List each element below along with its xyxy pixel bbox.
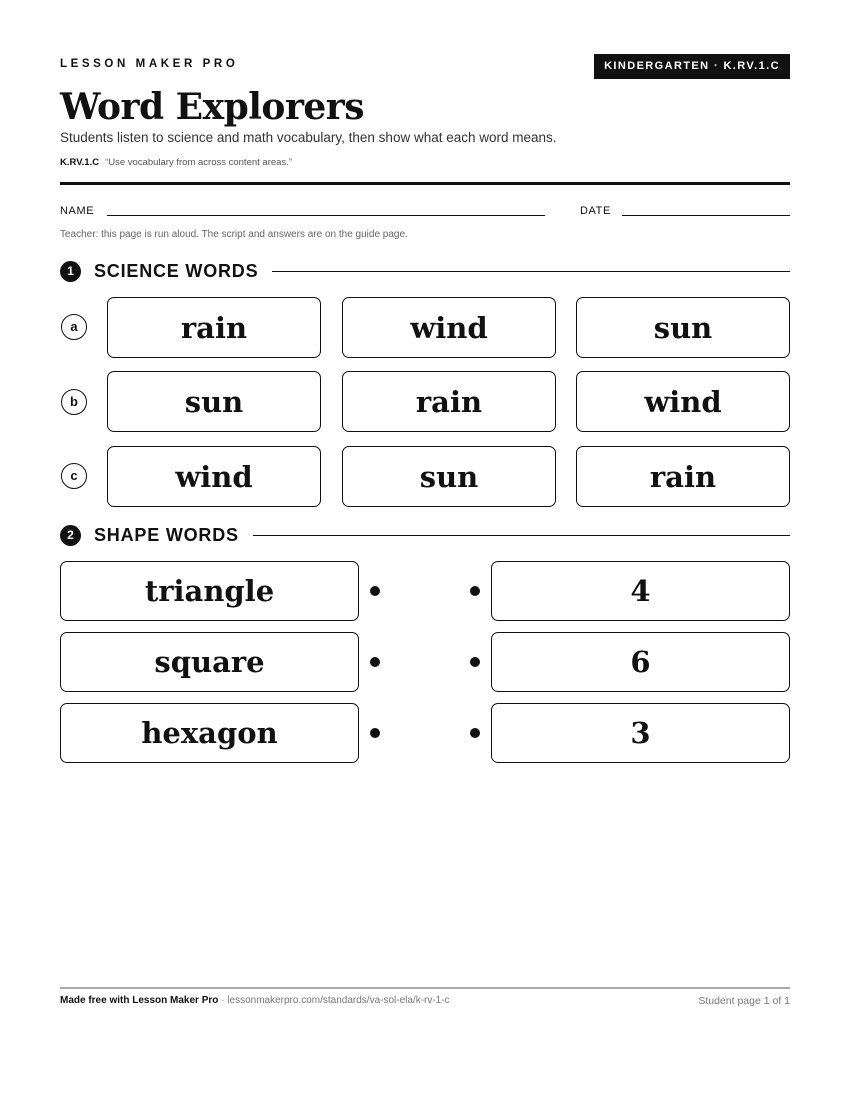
section-shape-words-header — [60, 525, 790, 546]
word-card[interactable]: rain — [342, 371, 556, 432]
name-label: NAME — [60, 205, 95, 217]
section-number-badge: 2 — [60, 525, 81, 546]
footer-credit — [60, 995, 450, 1006]
footer-page-number: Student page 1 of 1 — [698, 995, 790, 1007]
side-count-card[interactable]: 6 — [491, 632, 790, 692]
word-card[interactable]: rain — [576, 446, 790, 507]
side-count-card[interactable]: 4 — [491, 561, 790, 621]
worksheet-subtitle: Students listen to science and math vocabulary, then show what each word means. — [60, 130, 557, 145]
row-letter-c: c — [61, 463, 87, 489]
match-dot-left[interactable] — [370, 586, 380, 596]
word-card[interactable]: wind — [342, 297, 556, 358]
word-card[interactable]: rain — [107, 297, 321, 358]
standard-code: K.RV.1.C — [60, 157, 100, 168]
footer-url[interactable]: lessonmakerpro.com/standards/va-sol-ela/k-rv-1-c — [227, 995, 450, 1006]
word-card[interactable]: wind — [576, 371, 790, 432]
footer-made-by: Made free with Lesson Maker Pro — [60, 995, 219, 1006]
section-title: SHAPE WORDS — [94, 525, 239, 545]
row-letter-b: b — [61, 389, 87, 415]
match-dot-right[interactable] — [470, 728, 480, 738]
side-count-card[interactable]: 3 — [491, 703, 790, 763]
word-card[interactable]: wind — [107, 446, 321, 507]
footer-separator: · — [218, 995, 228, 1006]
match-dot-right[interactable] — [470, 586, 480, 596]
worksheet-title: Word Explorers — [60, 86, 365, 128]
brand-name: LESSON MAKER PRO — [60, 58, 239, 70]
row-letter-a: a — [61, 314, 87, 340]
shape-word-card[interactable]: hexagon — [60, 703, 359, 763]
date-label: DATE — [580, 205, 611, 217]
section-title: SCIENCE WORDS — [94, 261, 259, 281]
footer-divider — [60, 987, 790, 989]
name-field-line[interactable] — [107, 215, 545, 216]
match-dot-left[interactable] — [370, 728, 380, 738]
match-dot-left[interactable] — [370, 657, 380, 667]
standard-line — [60, 157, 292, 168]
teacher-note: Teacher: this page is run aloud. The script and answers are on the guide page. — [60, 229, 408, 240]
shape-word-card[interactable]: square — [60, 632, 359, 692]
standard-text: “Use vocabulary from across content areas.” — [105, 157, 292, 168]
word-card[interactable]: sun — [107, 371, 321, 432]
section-rule — [272, 271, 790, 272]
section-rule — [253, 535, 790, 536]
grade-standard-badge: KINDERGARTEN · K.RV.1.C — [594, 54, 790, 79]
header-divider — [60, 182, 790, 185]
section-number-badge: 1 — [60, 261, 81, 282]
shape-word-card[interactable]: triangle — [60, 561, 359, 621]
match-dot-right[interactable] — [470, 657, 480, 667]
date-field-line[interactable] — [622, 215, 790, 216]
section-science-words-header — [60, 261, 790, 282]
word-card[interactable]: sun — [576, 297, 790, 358]
word-card[interactable]: sun — [342, 446, 556, 507]
